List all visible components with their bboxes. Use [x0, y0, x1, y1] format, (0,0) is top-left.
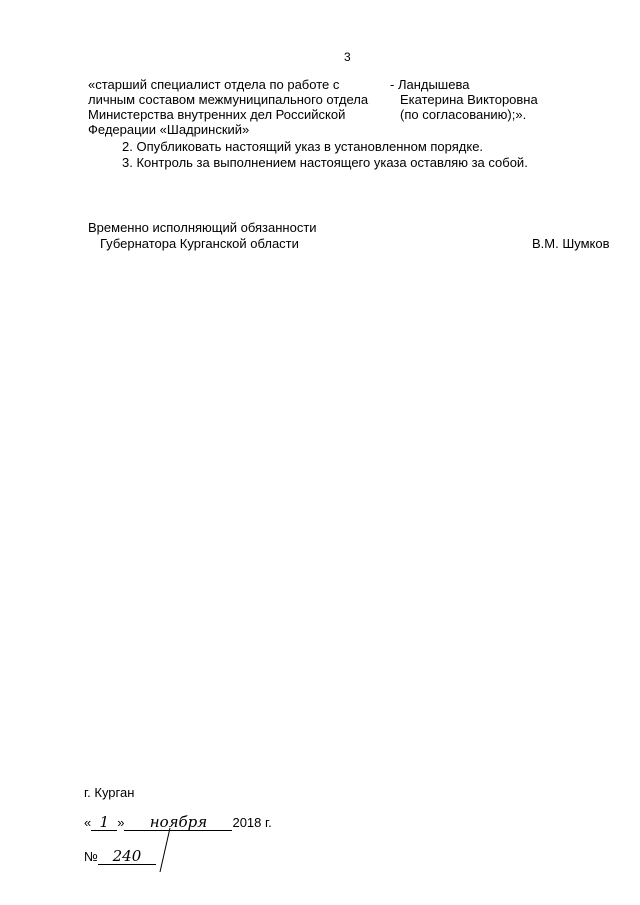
signature-name: В.М. Шумков — [532, 236, 610, 251]
date-month-handwritten: ноября — [124, 814, 232, 831]
person-line: (по согласованию);». — [400, 107, 527, 122]
date-year: 2018 г. — [232, 815, 272, 830]
city-label: г. Курган — [84, 785, 135, 800]
date-line — [84, 814, 272, 834]
signature-title-line1: Временно исполняющий обязанности — [88, 220, 317, 235]
signature-title-line2: Губернатора Курганской области — [100, 236, 299, 251]
date-close-quote: » — [117, 815, 125, 830]
number-prefix: № — [84, 849, 98, 864]
position-line: Министерства внутренних дел Российской — [88, 107, 346, 122]
pen-stroke-mark — [156, 826, 176, 876]
number-line — [84, 848, 156, 868]
person-line: - Ландышева — [390, 77, 470, 92]
appointment-person — [390, 77, 590, 122]
position-line: личным составом межмуниципального отдела — [88, 92, 369, 107]
appointment-position — [88, 77, 388, 137]
date-day-handwritten: 1 — [91, 814, 117, 831]
position-line: Федерации «Шадринский» — [88, 122, 250, 137]
number-handwritten: 240 — [98, 848, 156, 865]
person-line: Екатерина Викторовна — [400, 92, 538, 107]
position-line: «старший специалист отдела по работе с — [88, 77, 340, 92]
decree-item-control: 3. Контроль за выполнением настоящего указа оставляю за собой. — [122, 155, 528, 170]
decree-item-publish: 2. Опубликовать настоящий указ в установленном порядке. — [122, 139, 484, 154]
page-number: 3 — [344, 50, 351, 64]
date-open-quote: « — [84, 815, 92, 830]
